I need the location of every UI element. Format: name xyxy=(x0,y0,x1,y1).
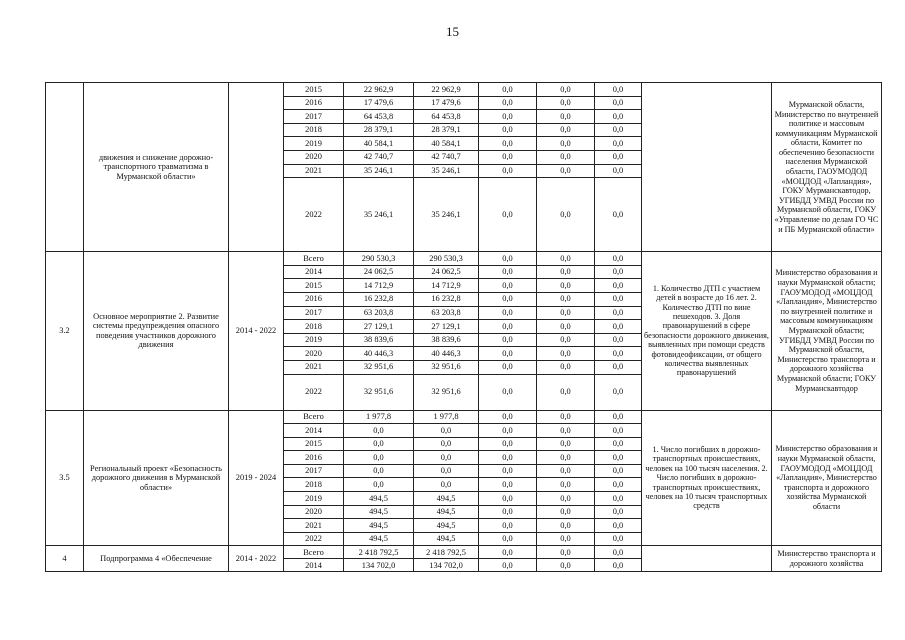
year-cell: 2021 xyxy=(284,164,344,178)
value-cell: 22 962,9 xyxy=(414,83,479,97)
year-cell: 2019 xyxy=(284,333,344,347)
value-cell: 63 203,8 xyxy=(414,306,479,320)
value-cell: 0,0 xyxy=(595,559,642,572)
value-cell: 0,0 xyxy=(595,374,642,410)
year-cell: 2017 xyxy=(284,110,344,124)
value-cell: 0,0 xyxy=(595,505,642,519)
value-cell: 0,0 xyxy=(537,492,595,506)
value-cell: 28 379,1 xyxy=(344,123,414,137)
budget-table xyxy=(45,82,882,572)
value-cell: 0,0 xyxy=(537,424,595,438)
section-period: 2019 - 2024 xyxy=(229,410,284,546)
value-cell: 38 839,6 xyxy=(344,333,414,347)
value-cell: 134 702,0 xyxy=(344,559,414,572)
section-period xyxy=(229,83,284,252)
year-cell: 2016 xyxy=(284,96,344,110)
value-cell: 494,5 xyxy=(414,492,479,506)
year-cell: Всего xyxy=(284,252,344,266)
value-cell: 0,0 xyxy=(595,123,642,137)
value-cell: 0,0 xyxy=(595,96,642,110)
value-cell: 0,0 xyxy=(595,410,642,424)
section-indicators: 1. Число погибших в дорожно-транспортных происшествиях, человек на 100 тысяч населения. 2. Число погибших в дорожно-транспортных происшествиях, человек на 10 тысяч транспортных средств xyxy=(642,410,772,546)
value-cell: 14 712,9 xyxy=(344,279,414,293)
value-cell: 0,0 xyxy=(537,559,595,572)
value-cell: 0,0 xyxy=(537,96,595,110)
value-cell: 0,0 xyxy=(479,559,537,572)
section-number: 3.5 xyxy=(46,410,84,546)
value-cell: 0,0 xyxy=(537,150,595,164)
value-cell: 0,0 xyxy=(595,265,642,279)
year-cell: 2014 xyxy=(284,559,344,572)
value-cell: 0,0 xyxy=(479,320,537,334)
value-cell: 0,0 xyxy=(479,505,537,519)
value-cell: 0,0 xyxy=(479,519,537,533)
value-cell: 0,0 xyxy=(414,464,479,478)
value-cell: 35 246,1 xyxy=(414,178,479,252)
value-cell: 16 232,8 xyxy=(344,292,414,306)
value-cell: 0,0 xyxy=(595,546,642,559)
value-cell: 0,0 xyxy=(595,306,642,320)
value-cell: 0,0 xyxy=(479,546,537,559)
value-cell: 22 962,9 xyxy=(344,83,414,97)
value-cell: 27 129,1 xyxy=(414,320,479,334)
value-cell: 42 740,7 xyxy=(414,150,479,164)
value-cell: 494,5 xyxy=(344,492,414,506)
value-cell: 40 446,3 xyxy=(414,347,479,361)
value-cell: 0,0 xyxy=(595,360,642,374)
value-cell: 0,0 xyxy=(537,110,595,124)
value-cell: 0,0 xyxy=(595,333,642,347)
year-cell: 2021 xyxy=(284,519,344,533)
value-cell: 27 129,1 xyxy=(344,320,414,334)
value-cell: 0,0 xyxy=(479,96,537,110)
year-cell: 2016 xyxy=(284,451,344,465)
value-cell: 0,0 xyxy=(537,333,595,347)
value-cell: 0,0 xyxy=(595,279,642,293)
value-cell: 290 530,3 xyxy=(414,252,479,266)
value-cell: 0,0 xyxy=(537,505,595,519)
value-cell: 494,5 xyxy=(344,519,414,533)
value-cell: 0,0 xyxy=(414,437,479,451)
value-cell: 0,0 xyxy=(537,519,595,533)
value-cell: 0,0 xyxy=(479,150,537,164)
table-row xyxy=(46,410,882,424)
value-cell: 0,0 xyxy=(537,532,595,546)
value-cell: 0,0 xyxy=(344,478,414,492)
value-cell: 0,0 xyxy=(595,451,642,465)
section-indicators xyxy=(642,83,772,252)
value-cell: 0,0 xyxy=(479,478,537,492)
value-cell: 0,0 xyxy=(537,374,595,410)
value-cell: 0,0 xyxy=(344,437,414,451)
year-cell: 2018 xyxy=(284,123,344,137)
value-cell: 0,0 xyxy=(595,252,642,266)
value-cell: 0,0 xyxy=(479,347,537,361)
section-name: Региональный проект «Безопасность дорожного движения в Мурманской области» xyxy=(84,410,229,546)
value-cell: 63 203,8 xyxy=(344,306,414,320)
value-cell: 0,0 xyxy=(537,164,595,178)
section-responsible: Мурманской области, Министерство по внутренней политике и массовым коммуникациям Мурманской области, Комитет по обеспечению безопасности населения Мурманской области, ГАОУМОДОД «МОЦДОД «Лапландия», ГОКУ Мурманскавтодор, УГИБДД УМВД России по Мурманской области, ГОКУ «Управление по делам ГО ЧС и ПБ Мурманской области» xyxy=(772,83,882,252)
value-cell: 0,0 xyxy=(537,451,595,465)
value-cell: 0,0 xyxy=(479,137,537,151)
value-cell: 0,0 xyxy=(344,464,414,478)
value-cell: 0,0 xyxy=(537,252,595,266)
value-cell: 35 246,1 xyxy=(344,178,414,252)
value-cell: 0,0 xyxy=(595,478,642,492)
value-cell: 0,0 xyxy=(537,292,595,306)
year-cell: 2015 xyxy=(284,83,344,97)
value-cell: 0,0 xyxy=(537,347,595,361)
year-cell: 2018 xyxy=(284,320,344,334)
value-cell: 0,0 xyxy=(537,464,595,478)
value-cell: 0,0 xyxy=(479,451,537,465)
value-cell: 494,5 xyxy=(414,532,479,546)
value-cell: 0,0 xyxy=(595,178,642,252)
value-cell: 0,0 xyxy=(537,178,595,252)
year-cell: 2022 xyxy=(284,178,344,252)
value-cell: 0,0 xyxy=(595,137,642,151)
section-responsible: Министерство образования и науки Мурманской области; ГАОУМОДОД «МОЦДОД «Лапландия», Министерство по внутренней политике и массовым коммуникациям Мурманской области; УГИБДД УМВД России по Мурманской области, Министерство транспорта и дорожного хозяйства Мурманской области; ГОКУ Мурманскавтодор xyxy=(772,252,882,410)
value-cell: 1 977,8 xyxy=(344,410,414,424)
year-cell: 2015 xyxy=(284,437,344,451)
value-cell: 40 584,1 xyxy=(414,137,479,151)
value-cell: 0,0 xyxy=(479,424,537,438)
year-cell: 2018 xyxy=(284,478,344,492)
value-cell: 0,0 xyxy=(595,164,642,178)
year-cell: 2022 xyxy=(284,532,344,546)
year-cell: 2016 xyxy=(284,292,344,306)
value-cell: 0,0 xyxy=(537,123,595,137)
section-responsible: Министерство образования и науки Мурманской области, ГАОУМОДОД «МОЦДОД «Лапландия», Министерство транспорта и дорожного хозяйства Мурманской области xyxy=(772,410,882,546)
section-period: 2014 - 2022 xyxy=(229,546,284,572)
value-cell: 494,5 xyxy=(414,519,479,533)
value-cell: 0,0 xyxy=(479,83,537,97)
value-cell: 64 453,8 xyxy=(344,110,414,124)
section-indicators: 1. Количество ДТП с участием детей в возрасте до 16 лет. 2. Количество ДТП по вине пешеходов. 3. Доля правонарушений в сфере безопасности дорожного движения, выявленных при помощи средств фотовидеофиксации, от общего количества выявленных правонарушений xyxy=(642,252,772,410)
value-cell: 0,0 xyxy=(537,320,595,334)
value-cell: 2 418 792,5 xyxy=(414,546,479,559)
section-name: движения и снижение дорожно-транспортного травматизма в Мурманской области» xyxy=(84,83,229,252)
value-cell: 64 453,8 xyxy=(414,110,479,124)
value-cell: 494,5 xyxy=(414,505,479,519)
value-cell: 0,0 xyxy=(537,306,595,320)
value-cell: 0,0 xyxy=(479,532,537,546)
value-cell: 32 951,6 xyxy=(414,374,479,410)
value-cell: 0,0 xyxy=(595,110,642,124)
value-cell: 0,0 xyxy=(595,83,642,97)
value-cell: 1 977,8 xyxy=(414,410,479,424)
value-cell: 32 951,6 xyxy=(344,374,414,410)
value-cell: 0,0 xyxy=(414,424,479,438)
value-cell: 14 712,9 xyxy=(414,279,479,293)
table-row xyxy=(46,83,882,97)
year-cell: 2019 xyxy=(284,492,344,506)
value-cell: 0,0 xyxy=(414,451,479,465)
section-number: 3.2 xyxy=(46,252,84,410)
year-cell: 2021 xyxy=(284,360,344,374)
section-name: Основное мероприятие 2. Развитие системы предупреждения опасного поведения участников дорожного движения xyxy=(84,252,229,410)
value-cell: 17 479,6 xyxy=(414,96,479,110)
value-cell: 0,0 xyxy=(595,292,642,306)
value-cell: 24 062,5 xyxy=(414,265,479,279)
value-cell: 0,0 xyxy=(595,532,642,546)
value-cell: 0,0 xyxy=(414,478,479,492)
value-cell: 0,0 xyxy=(595,492,642,506)
year-cell: 2017 xyxy=(284,464,344,478)
value-cell: 0,0 xyxy=(479,437,537,451)
value-cell: 0,0 xyxy=(479,123,537,137)
year-cell: 2022 xyxy=(284,374,344,410)
section-indicators xyxy=(642,546,772,572)
value-cell: 0,0 xyxy=(537,478,595,492)
year-cell: Всего xyxy=(284,410,344,424)
section-period: 2014 - 2022 xyxy=(229,252,284,410)
value-cell: 32 951,6 xyxy=(414,360,479,374)
value-cell: 290 530,3 xyxy=(344,252,414,266)
value-cell: 35 246,1 xyxy=(414,164,479,178)
value-cell: 0,0 xyxy=(479,374,537,410)
value-cell: 0,0 xyxy=(479,492,537,506)
value-cell: 0,0 xyxy=(595,424,642,438)
value-cell: 2 418 792,5 xyxy=(344,546,414,559)
value-cell: 0,0 xyxy=(479,110,537,124)
value-cell: 0,0 xyxy=(537,437,595,451)
value-cell: 0,0 xyxy=(537,137,595,151)
value-cell: 0,0 xyxy=(537,279,595,293)
section-name: Подпрограмма 4 «Обеспечение xyxy=(84,546,229,572)
value-cell: 38 839,6 xyxy=(414,333,479,347)
value-cell: 0,0 xyxy=(595,464,642,478)
value-cell: 0,0 xyxy=(595,347,642,361)
value-cell: 0,0 xyxy=(537,360,595,374)
table-body xyxy=(46,83,882,572)
year-cell: Всего xyxy=(284,546,344,559)
value-cell: 0,0 xyxy=(479,178,537,252)
value-cell: 0,0 xyxy=(479,410,537,424)
value-cell: 0,0 xyxy=(479,279,537,293)
section-responsible: Министерство транспорта и дорожного хозяйства xyxy=(772,546,882,572)
year-cell: 2015 xyxy=(284,279,344,293)
value-cell: 134 702,0 xyxy=(414,559,479,572)
value-cell: 28 379,1 xyxy=(414,123,479,137)
value-cell: 0,0 xyxy=(479,464,537,478)
value-cell: 0,0 xyxy=(479,292,537,306)
year-cell: 2020 xyxy=(284,347,344,361)
value-cell: 35 246,1 xyxy=(344,164,414,178)
year-cell: 2019 xyxy=(284,137,344,151)
value-cell: 42 740,7 xyxy=(344,150,414,164)
value-cell: 32 951,6 xyxy=(344,360,414,374)
value-cell: 24 062,5 xyxy=(344,265,414,279)
value-cell: 0,0 xyxy=(537,83,595,97)
value-cell: 40 584,1 xyxy=(344,137,414,151)
value-cell: 494,5 xyxy=(344,505,414,519)
value-cell: 40 446,3 xyxy=(344,347,414,361)
value-cell: 0,0 xyxy=(479,306,537,320)
value-cell: 16 232,8 xyxy=(414,292,479,306)
year-cell: 2020 xyxy=(284,150,344,164)
value-cell: 0,0 xyxy=(595,150,642,164)
value-cell: 0,0 xyxy=(479,164,537,178)
value-cell: 0,0 xyxy=(595,437,642,451)
section-number: 4 xyxy=(46,546,84,572)
page-number: 15 xyxy=(446,24,459,39)
section-number xyxy=(46,83,84,252)
value-cell: 0,0 xyxy=(479,333,537,347)
table-row xyxy=(46,546,882,559)
value-cell: 0,0 xyxy=(595,519,642,533)
value-cell: 494,5 xyxy=(344,532,414,546)
value-cell: 0,0 xyxy=(595,320,642,334)
value-cell: 0,0 xyxy=(479,360,537,374)
value-cell: 0,0 xyxy=(344,451,414,465)
table-row xyxy=(46,252,882,266)
value-cell: 0,0 xyxy=(537,265,595,279)
value-cell: 17 479,6 xyxy=(344,96,414,110)
value-cell: 0,0 xyxy=(537,546,595,559)
value-cell: 0,0 xyxy=(537,410,595,424)
value-cell: 0,0 xyxy=(479,265,537,279)
year-cell: 2014 xyxy=(284,265,344,279)
value-cell: 0,0 xyxy=(479,252,537,266)
year-cell: 2017 xyxy=(284,306,344,320)
year-cell: 2014 xyxy=(284,424,344,438)
year-cell: 2020 xyxy=(284,505,344,519)
value-cell: 0,0 xyxy=(344,424,414,438)
